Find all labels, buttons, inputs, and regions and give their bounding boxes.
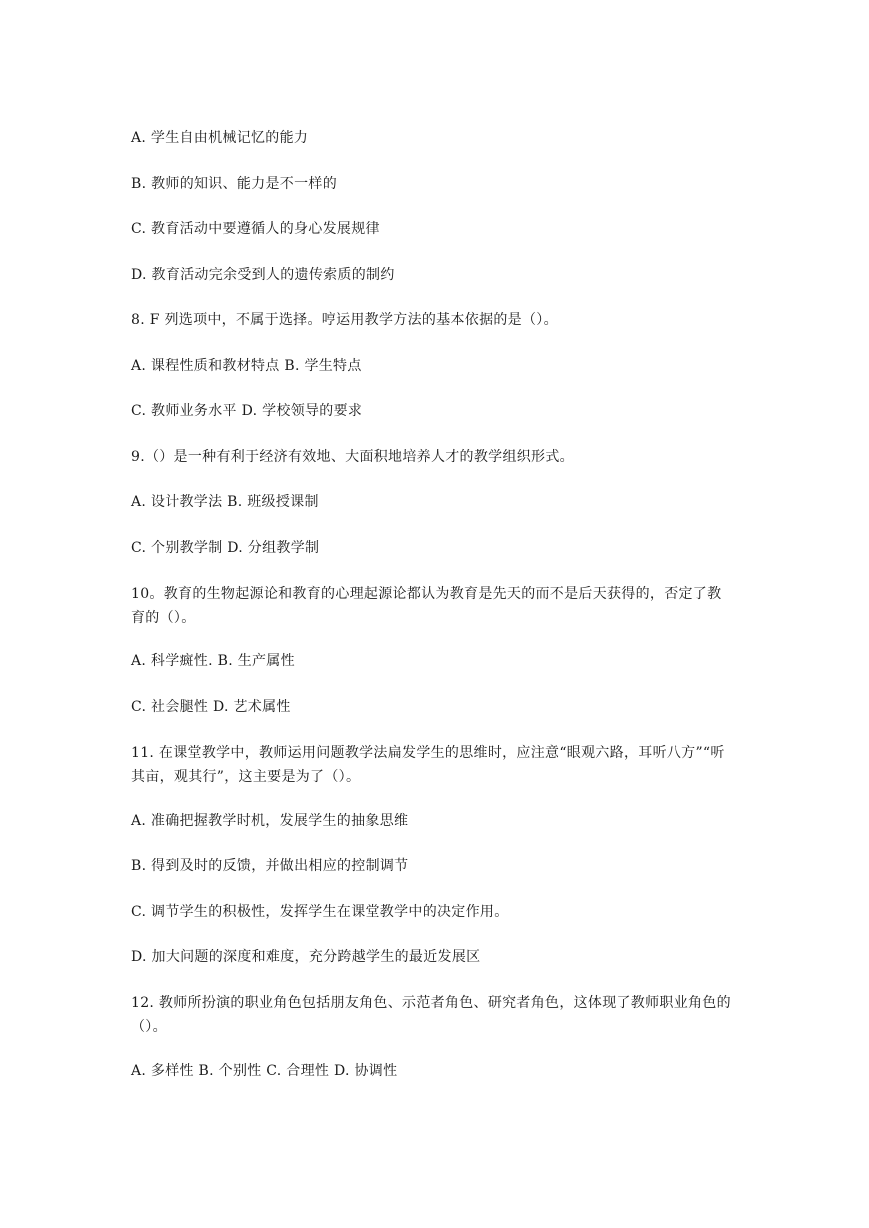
question-8: 8. F 列选项中，不属于选择。哼运用教学方法的基本依据的是（）。 (131, 312, 558, 328)
option-7a: A. 学生自由机械记忆的能力 (131, 130, 309, 146)
option-11b: B. 得到及时的反馈，并做出相应的控制调节 (131, 858, 409, 874)
option-11d: D. 加大问题的深度和难度，充分跨越学生的最近发展区 (131, 949, 481, 965)
option-7c: C. 教育活动中要遵循人的身心发展规律 (131, 221, 380, 237)
question-9: 9.（）是一种有利于经济有效地、大面积地培养人才的教学组织形式。 (131, 449, 574, 465)
options-12: A. 多样性 B. 个别性 C. 合理性 D. 协调性 (131, 1063, 398, 1079)
options-8ab: A. 课程性质和教材特点 B. 学生特点 (131, 358, 362, 374)
question-10: 10。教育的生物起源论和教育的心理起源论都认为教育是先天的而不是后天获得的，否定了教育的（）。 (131, 586, 722, 626)
option-11a: A. 准确把握教学时机，发展学生的抽象思维 (131, 813, 409, 829)
options-10ab: A. 科学癍性. B. 生产属性 (131, 653, 295, 669)
options-10cd: C. 社会腿性 D. 艺术属性 (131, 699, 291, 715)
option-7b: B. 教师的知识、能力是不一样的 (131, 176, 337, 192)
options-9cd: C. 个别教学制 D. 分组教学制 (131, 540, 320, 556)
option-7d: D. 教育活动完余受到人的遗传索质的制约 (131, 267, 395, 283)
options-9ab: A. 设计教学法 B. 班级授课制 (131, 494, 319, 510)
options-8cd: C. 教师业务水平 D. 学校领导的要求 (131, 403, 363, 419)
question-12: 12. 教师所扮演的职业角色包括朋友角色、示范者角色、研究者角色，这体现了教师职业角色的（）。 (131, 995, 731, 1035)
option-11c: C. 调节学生的积极性，发挥学生在课堂教学中的决定作用。 (131, 904, 509, 920)
question-11: 11. 在课堂教学中，教师运用问题教学法扁发学生的思维时，应注意“眼观六路，耳听八方”“听其亩，观其行”，这主要是为了（）。 (131, 745, 725, 785)
